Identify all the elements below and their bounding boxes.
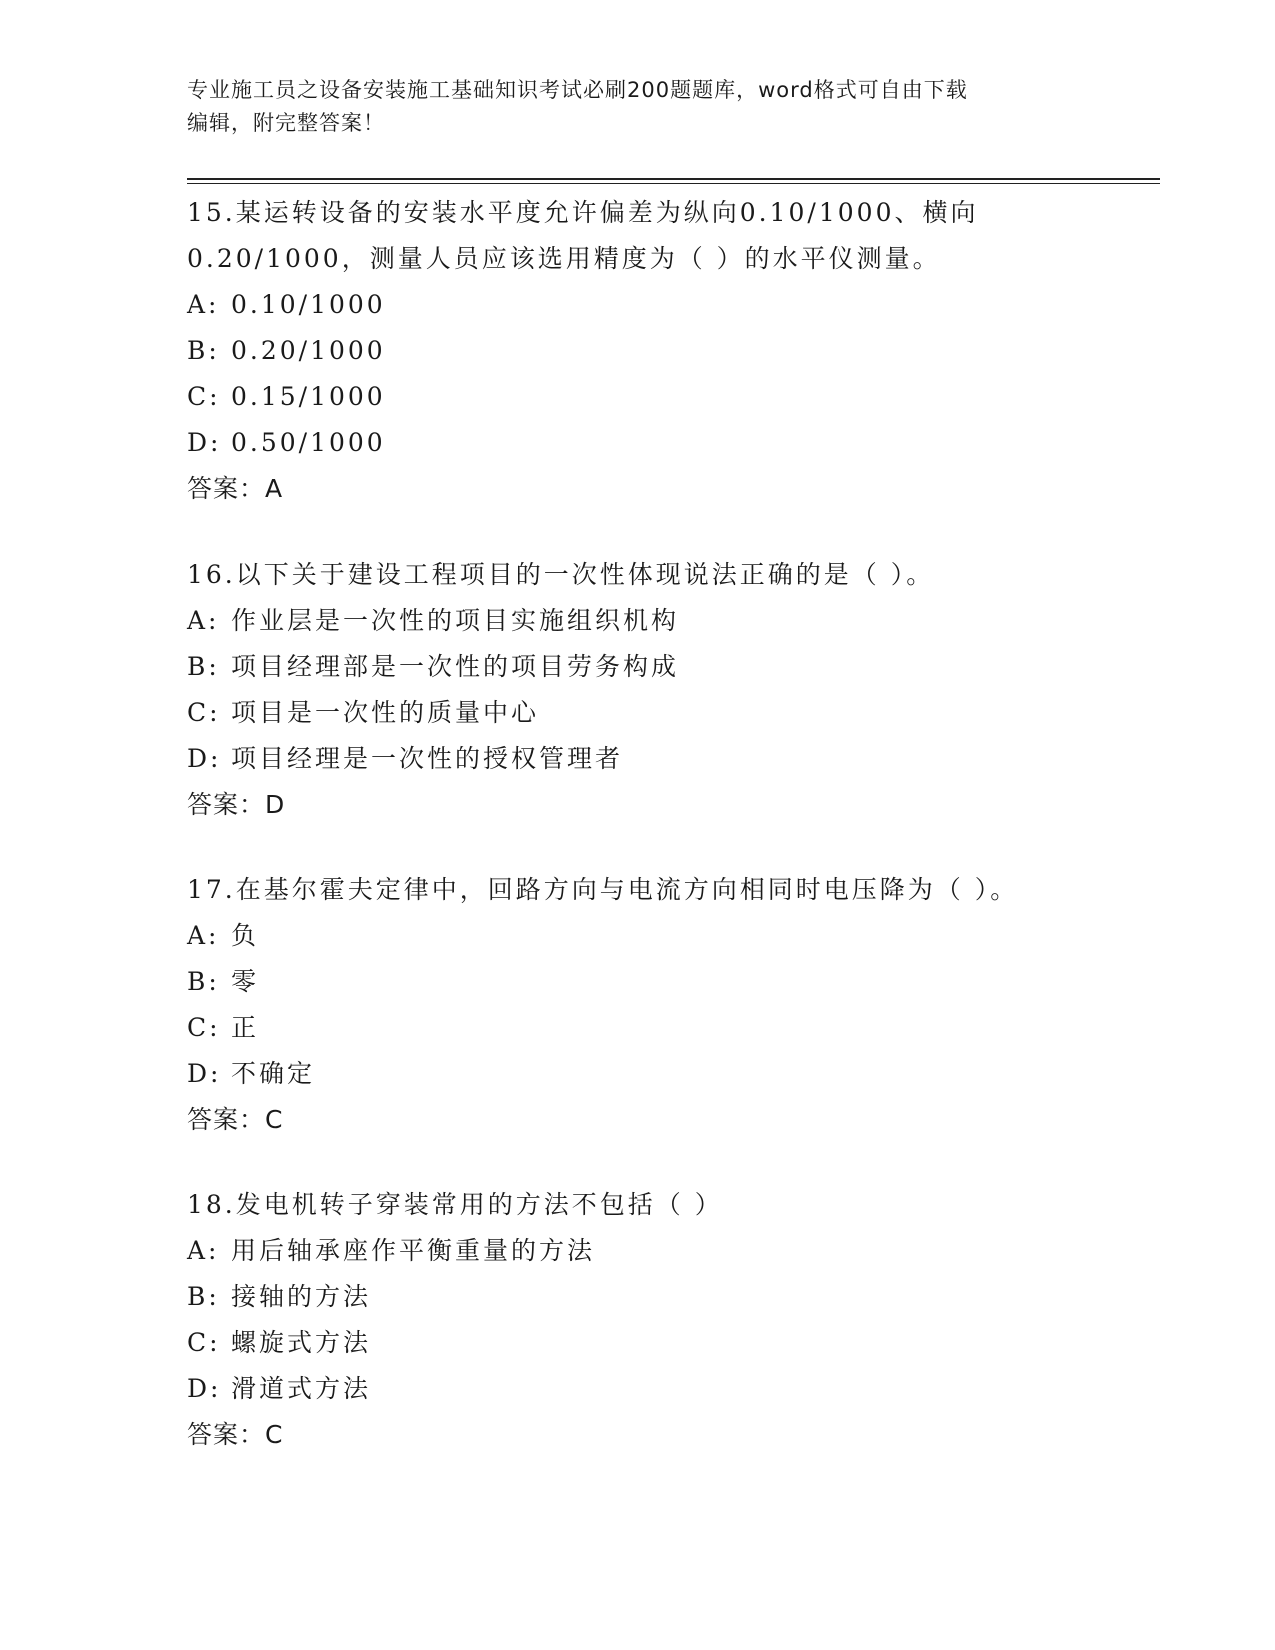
option-d bbox=[187, 420, 1087, 466]
header-divider-thin bbox=[187, 183, 1160, 184]
question-stem: 18.发电机转子穿装常用的方法不包括（ ） bbox=[187, 1190, 723, 1219]
option-letter: B: bbox=[187, 967, 220, 996]
option-letter: C: bbox=[187, 382, 221, 411]
option-text: 项目经理是一次性的授权管理者 bbox=[231, 744, 624, 773]
header-divider-thick bbox=[187, 178, 1160, 180]
option-d bbox=[187, 1366, 1087, 1412]
option-b bbox=[187, 644, 1087, 690]
option-text: 项目经理部是一次性的项目劳务构成 bbox=[231, 652, 680, 681]
question-stem: 15.某运转设备的安装水平度允许偏差为纵向0.10/1000、横向 bbox=[187, 198, 979, 227]
option-b bbox=[187, 1274, 1087, 1320]
option-letter: A: bbox=[187, 290, 220, 319]
header-line-1: 专业施工员之设备安装施工基础知识考试必刷200题题库，word格式可自由下载 bbox=[187, 78, 968, 102]
question-18 bbox=[187, 1182, 1087, 1458]
option-c bbox=[187, 690, 1087, 736]
option-letter: A: bbox=[187, 921, 220, 950]
option-text: 0.10/1000 bbox=[231, 290, 386, 319]
option-text: 作业层是一次性的项目实施组织机构 bbox=[231, 606, 680, 635]
option-letter: B: bbox=[187, 1282, 220, 1311]
question-stem: 17.在基尔霍夫定律中，回路方向与电流方向相同时电压降为（ ）。 bbox=[187, 875, 1019, 904]
option-letter: A: bbox=[187, 606, 220, 635]
option-a bbox=[187, 282, 1087, 328]
option-a bbox=[187, 598, 1087, 644]
option-text: 0.50/1000 bbox=[231, 428, 386, 457]
option-text: 项目是一次性的质量中心 bbox=[231, 698, 540, 727]
option-c bbox=[187, 374, 1087, 420]
answer-label: 答案：C bbox=[187, 1420, 284, 1449]
option-letter: B: bbox=[187, 336, 220, 365]
answer-label: 答案：D bbox=[187, 790, 286, 819]
option-text: 不确定 bbox=[231, 1059, 316, 1088]
option-d bbox=[187, 736, 1087, 782]
question-stem: 16.以下关于建设工程项目的一次性体现说法正确的是（ ）。 bbox=[187, 560, 935, 589]
option-letter: C: bbox=[187, 1013, 221, 1042]
option-letter: B: bbox=[187, 652, 220, 681]
option-text: 正 bbox=[231, 1013, 260, 1042]
option-a bbox=[187, 913, 1087, 959]
option-letter: D: bbox=[187, 1374, 222, 1403]
option-text: 负 bbox=[231, 921, 260, 950]
question-stem: 0.20/1000，测量人员应该选用精度为（ ）的水平仪测量。 bbox=[187, 244, 941, 273]
option-text: 0.20/1000 bbox=[231, 336, 386, 365]
option-a bbox=[187, 1228, 1087, 1274]
question-15 bbox=[187, 190, 1087, 512]
option-letter: D: bbox=[187, 1059, 222, 1088]
option-d bbox=[187, 1051, 1087, 1097]
option-text: 螺旋式方法 bbox=[231, 1328, 372, 1357]
header-line-2: 编辑，附完整答案！ bbox=[187, 111, 385, 135]
option-letter: D: bbox=[187, 744, 222, 773]
option-b bbox=[187, 328, 1087, 374]
question-16 bbox=[187, 552, 1087, 828]
option-letter: A: bbox=[187, 1236, 220, 1265]
option-letter: C: bbox=[187, 1328, 221, 1357]
option-b bbox=[187, 959, 1087, 1005]
option-letter: C: bbox=[187, 698, 221, 727]
option-letter: D: bbox=[187, 428, 222, 457]
option-text: 用后轴承座作平衡重量的方法 bbox=[231, 1236, 596, 1265]
option-text: 0.15/1000 bbox=[231, 382, 386, 411]
option-c bbox=[187, 1005, 1087, 1051]
answer-label: 答案：C bbox=[187, 1105, 284, 1134]
option-c bbox=[187, 1320, 1087, 1366]
document-header bbox=[187, 74, 1087, 140]
option-text: 滑道式方法 bbox=[231, 1374, 372, 1403]
answer-label: 答案：A bbox=[187, 474, 284, 503]
option-text: 零 bbox=[231, 967, 260, 996]
question-17 bbox=[187, 867, 1087, 1143]
option-text: 接轴的方法 bbox=[231, 1282, 372, 1311]
